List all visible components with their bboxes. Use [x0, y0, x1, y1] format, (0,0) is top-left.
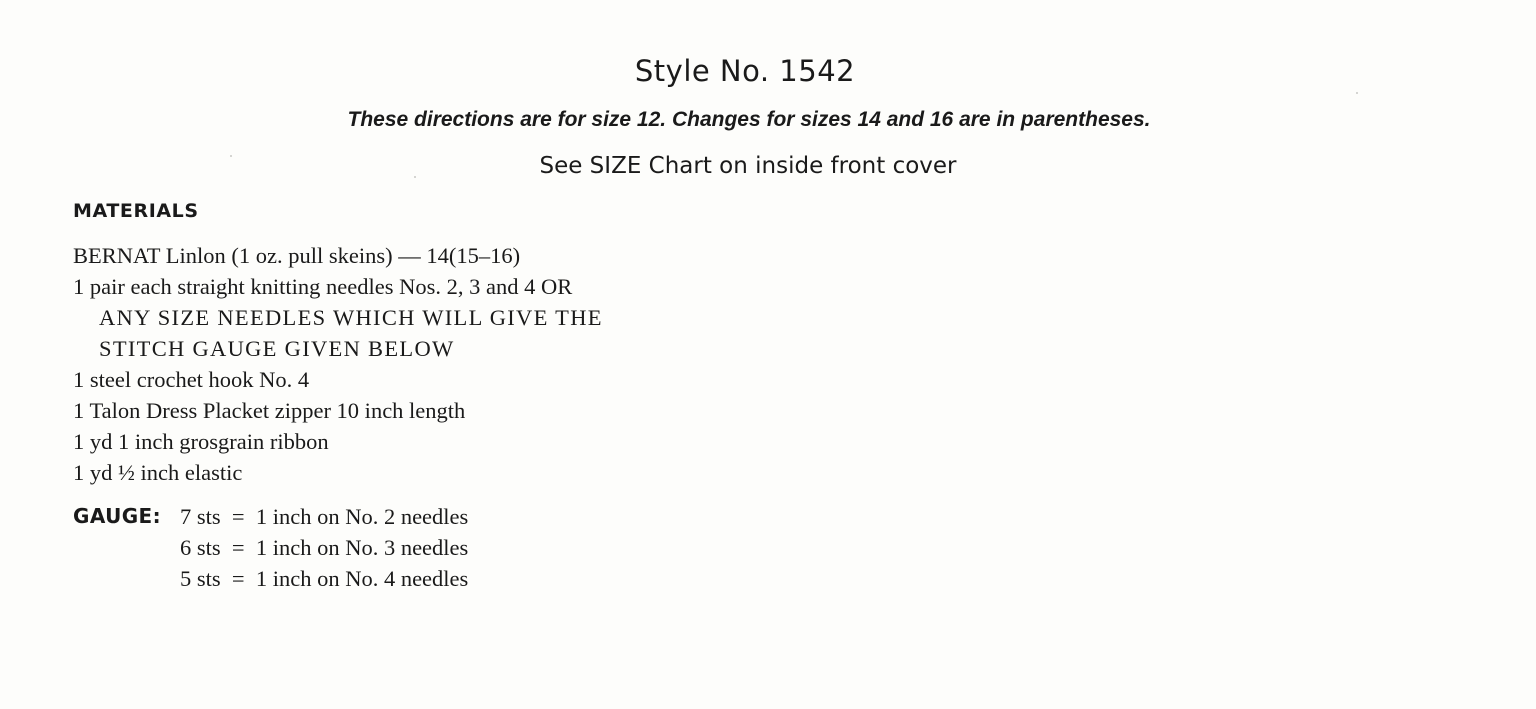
gauge-label: GAUGE:: [73, 504, 161, 528]
page-title: Style No. 1542: [634, 54, 856, 88]
materials-list: [73, 240, 773, 488]
gauge-line: 7 sts = 1 inch on No. 2 needles: [180, 504, 469, 529]
gauge-row: [73, 563, 468, 594]
gauge-line: 6 sts = 1 inch on No. 3 needles: [180, 535, 469, 560]
material-item-needles-continued: ANY SIZE NEEDLES WHICH WILL GIVE THE: [99, 305, 603, 330]
size-directions-note: These directions are for size 12. Changes for sizes 14 and 16 are in parentheses.: [347, 108, 1151, 131]
material-item-needles-continued: STITCH GAUGE GIVEN BELOW: [99, 336, 455, 361]
gauge-section: [73, 501, 468, 594]
material-item-crochet-hook: 1 steel crochet hook No. 4: [73, 367, 310, 392]
gauge-row: [73, 532, 468, 563]
paper-speck: [414, 176, 416, 178]
material-item-needles: 1 pair each straight knitting needles Nos. 2, 3 and 4 OR: [73, 274, 573, 299]
paper-speck: [230, 155, 232, 157]
gauge-line: 5 sts = 1 inch on No. 4 needles: [180, 566, 469, 591]
materials-heading: MATERIALS: [73, 200, 199, 222]
paper-speck: [1356, 92, 1358, 94]
size-chart-reference: See SIZE Chart on inside front cover: [539, 153, 957, 179]
material-item-elastic: 1 yd ½ inch elastic: [73, 460, 243, 485]
gauge-row: [73, 501, 468, 532]
material-item-zipper: 1 Talon Dress Placket zipper 10 inch length: [73, 398, 466, 423]
material-item-yarn: BERNAT Linlon (1 oz. pull skeins) — 14(15–16): [73, 243, 521, 268]
material-item-ribbon: 1 yd 1 inch grosgrain ribbon: [73, 429, 329, 454]
